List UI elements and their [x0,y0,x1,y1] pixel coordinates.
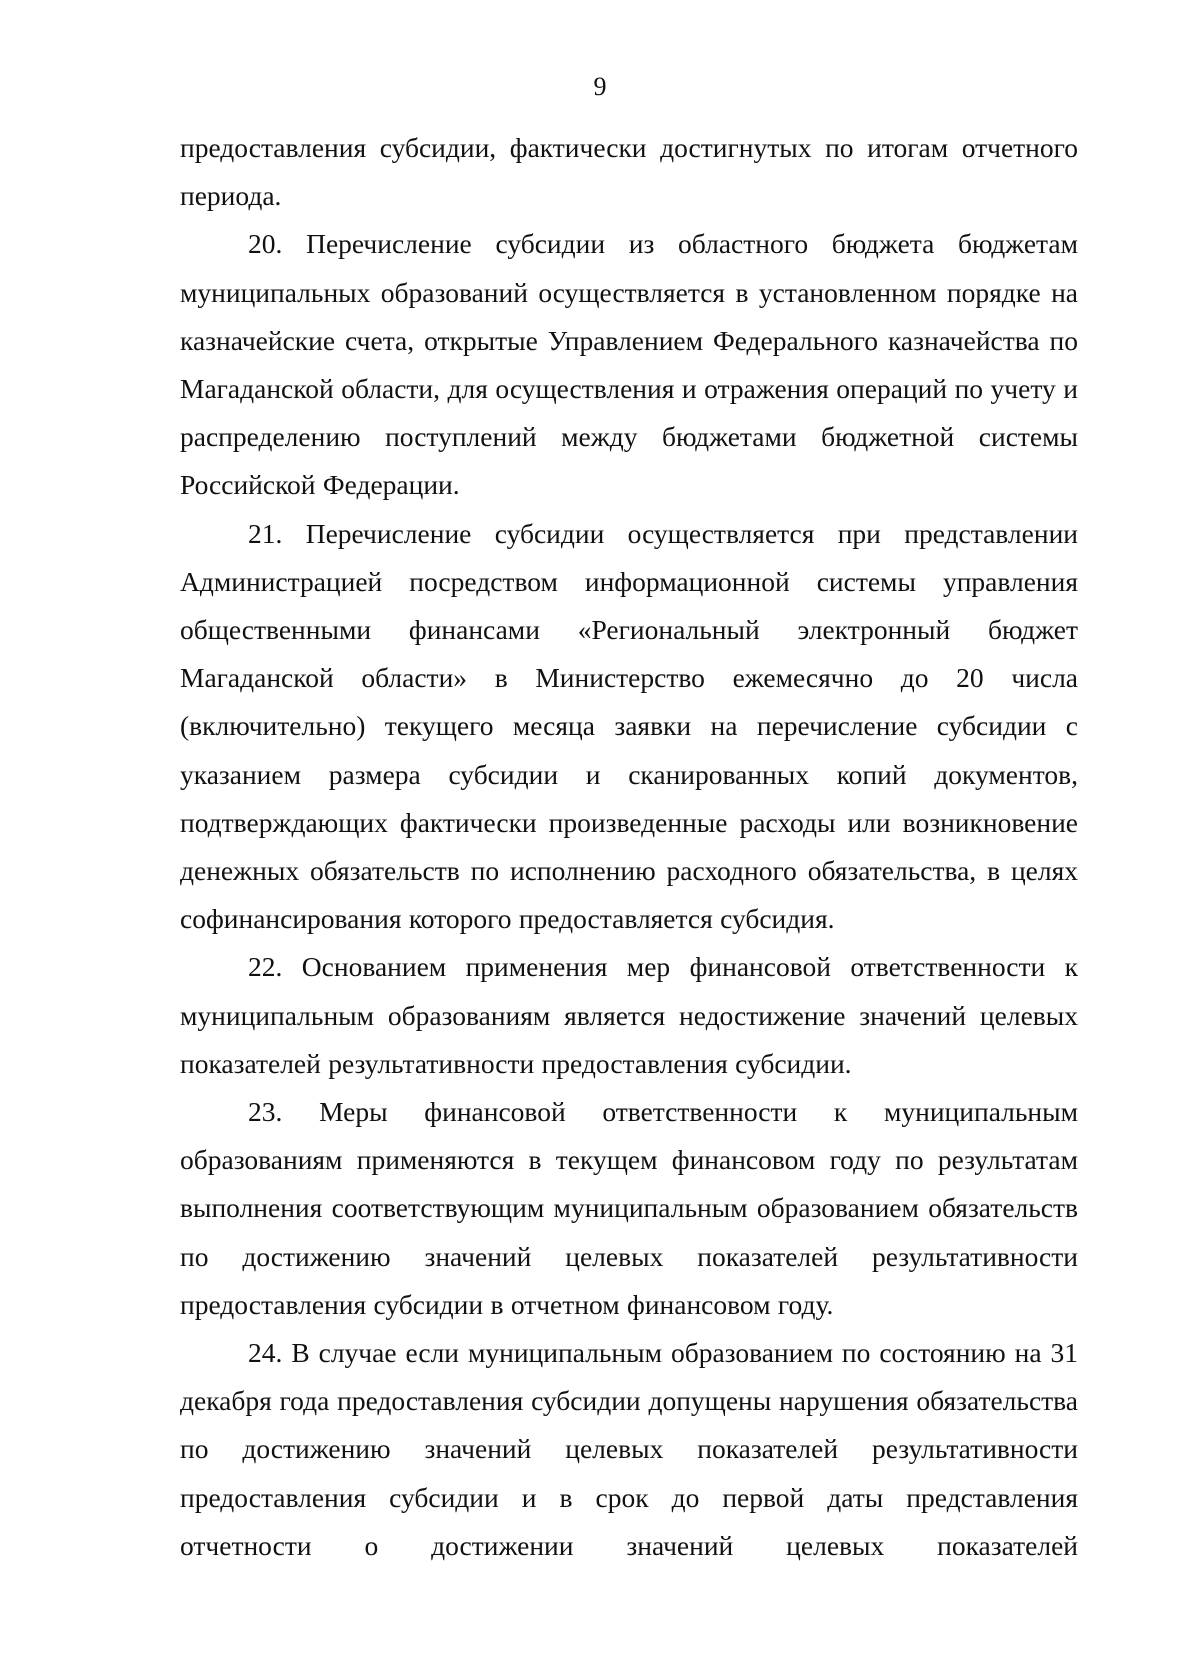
paragraph-19-continued: предоставления субсидии, фактически достигнутых по итогам отчетного периода. [180,132,1078,212]
page-number: 9 [593,72,607,101]
document-body [180,124,1078,1570]
paragraph-22: 22. Основанием применения мер финансовой ответственности к муниципальным образованиям является недостижение значений целевых показателей результативности предоставления субсидии. [180,951,1078,1079]
paragraph-21: 21. Перечисление субсидии осуществляется при представлении Администрацией посредством информационной системы управления общественными финансами «Региональный электронный бюджет Магаданской области» в Министерство ежемесячно до 20 числа (включительно) текущего месяца заявки на перечисление субсидии с указанием размера субсидии и сканированных копий документов, подтверждающих фактически произведенные расходы или возникновение денежных обязательств по исполнению расходного обязательства, в целях софинансирования которого предоставляется субсидия. [180,517,1078,935]
paragraph-20: 20. Перечисление субсидии из областного бюджета бюджетам муниципальных образований осуществляется в установленном порядке на казначейские счета, открытые Управлением Федерального казначейства по Магаданской области, для осуществления и отражения операций по учету и распределению поступлений между бюджетами бюджетной системы Российской Федерации. [180,228,1078,501]
paragraph-24: 24. В случае если муниципальным образованием по состоянию на 31 декабря года предоставления субсидии допущены нарушения обязательства по достижению значений целевых показателей результативности предоставления субсидии и в срок до первой даты представления отчетности о достижении значений целевых показателей [180,1337,1078,1561]
paragraph-23: 23. Меры финансовой ответственности к муниципальным образованиям применяются в текущем финансовом году по результатам выполнения соответствующим муниципальным образованием обязательств по достижению значений целевых показателей результативности предоставления субсидии в отчетном финансовом году. [180,1096,1078,1320]
